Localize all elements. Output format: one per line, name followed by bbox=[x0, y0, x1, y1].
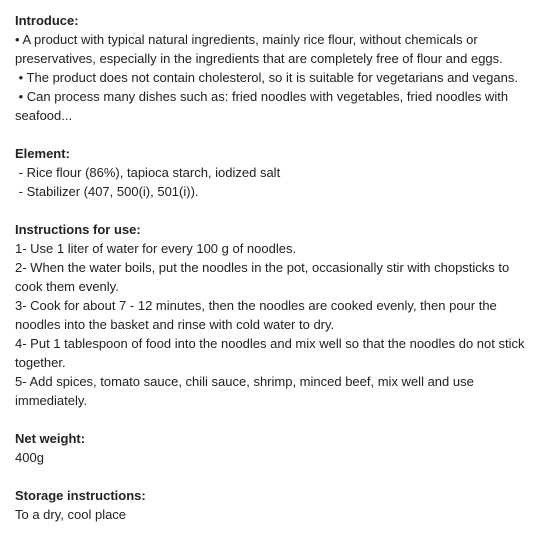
instructions-line: 4- Put 1 tablespoon of food into the noodles and mix well so that the noodles do not stick bbox=[15, 336, 525, 351]
introduce-heading: Introduce: bbox=[15, 13, 79, 28]
section-spacer bbox=[15, 467, 531, 486]
instructions-line: 3- Cook for about 7 - 12 minutes, then the noodles are cooked evenly, then pour the bbox=[15, 298, 497, 313]
instructions-line: noodles into the basket and rinse with cold water to dry. bbox=[15, 317, 335, 332]
instructions-line: cook them evenly. bbox=[15, 279, 119, 294]
instructions-line: 1- Use 1 liter of water for every 100 g of noodles. bbox=[15, 241, 297, 256]
instructions-line: 5- Add spices, tomato sauce, chili sauce, shrimp, minced beef, mix well and use bbox=[15, 374, 474, 389]
element-line: - Stabilizer (407, 500(i), 501(i)). bbox=[15, 184, 199, 199]
element-heading: Element: bbox=[15, 146, 70, 161]
introduce-line: • The product does not contain cholesterol, so it is suitable for vegetarians and vegans. bbox=[15, 70, 518, 85]
introduce-line: preservatives, especially in the ingredients that are completely free of flour and eggs. bbox=[15, 51, 503, 66]
element-line: - Rice flour (86%), tapioca starch, iodized salt bbox=[15, 165, 281, 180]
introduce-line: • A product with typical natural ingredients, mainly rice flour, without chemicals or bbox=[15, 32, 478, 47]
introduce-line: seafood... bbox=[15, 108, 73, 123]
net-weight-value: 400g bbox=[15, 450, 44, 465]
instructions-line: together. bbox=[15, 355, 66, 370]
instructions-heading: Instructions for use: bbox=[15, 222, 141, 237]
instructions-line: 2- When the water boils, put the noodles in the pot, occasionally stir with chopsticks to bbox=[15, 260, 510, 275]
instructions-line: immediately. bbox=[15, 393, 88, 408]
storage-heading: Storage instructions: bbox=[15, 488, 146, 503]
introduce-line: • Can process many dishes such as: fried noodles with vegetables, fried noodles with bbox=[15, 89, 509, 104]
storage-value: To a dry, cool place bbox=[15, 507, 127, 522]
section-spacer bbox=[15, 201, 531, 220]
net-weight-heading: Net weight: bbox=[15, 431, 86, 446]
section-spacer bbox=[15, 125, 531, 144]
section-spacer bbox=[15, 410, 531, 429]
